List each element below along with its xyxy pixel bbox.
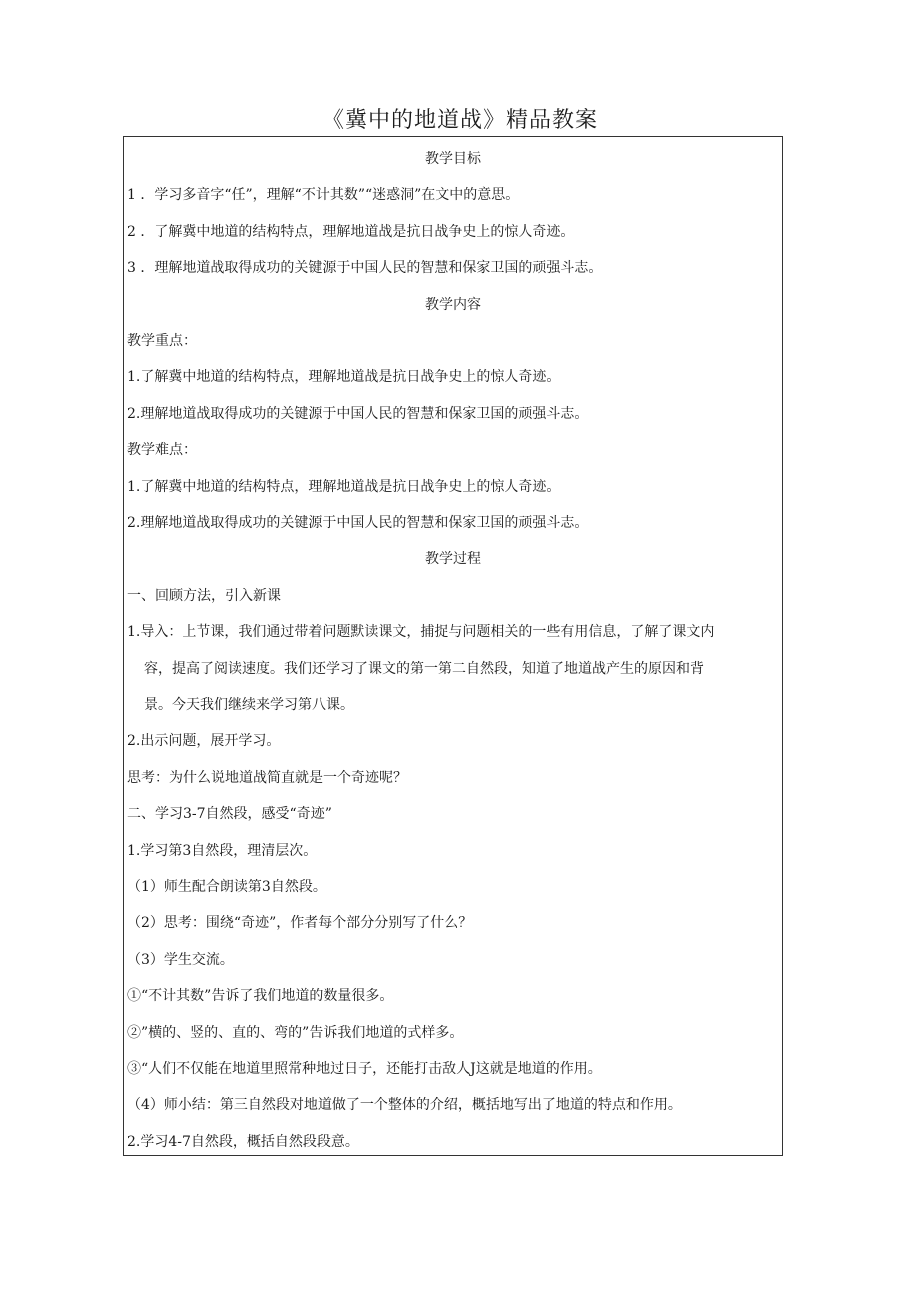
text-line: ②”横的、竖的、直的、弯的”告诉我们地道的式样多。 (127, 1024, 464, 1041)
text-line: （2）思考：围绕“奇迹”，作者每个部分分别写了什么？ (127, 915, 473, 932)
text-line: 1.学习第3自然段，理清层次。 (127, 842, 318, 859)
text-line: 1.了解冀中地道的结构特点，理解地道战是抗日战争史上的惊人奇迹。 (127, 478, 561, 495)
text-line: 二、学习3-7自然段，感受“奇迹” (127, 806, 332, 823)
text-line: 2.出示问题，展开学习。 (127, 733, 281, 750)
text-line: 一、回顾方法，引入新课 (127, 587, 281, 604)
text-line: 2 ．了解冀中地道的结构特点，理解地道战是抗日战争史上的惊人奇迹。 (127, 223, 575, 240)
text-line: 景。今天我们继续来学习第八课。 (144, 697, 354, 713)
text-line: （1）师生配合朗读第3自然段。 (127, 879, 327, 895)
text-line: 1 ．学习多音字“任”，理解“不计其数”“迷惑洞”在文中的意思。 (127, 187, 520, 204)
section-heading: 教学内容 (425, 296, 481, 313)
text-line: 教学重点： (127, 333, 197, 349)
text-line: （3）学生交流。 (127, 951, 234, 968)
text-line: 1.导入：上节课，我们通过带着问题默读课文，捕捉与问题相关的一些有用信息，了解了课文内 (127, 624, 715, 641)
text-line: 1.了解冀中地道的结构特点，理解地道战是抗日战争史上的惊人奇迹。 (127, 369, 561, 386)
text-line: 教学难点： (127, 442, 197, 459)
lesson-plan-table (123, 136, 783, 1156)
text-line: 2.理解地道战取得成功的关键源于中国人民的智慧和保家卫国的顽强斗志。 (127, 515, 589, 531)
text-line: 容，提高了阅读速度。我们还学习了课文的第一第二自然段，知道了地道战产生的原因和背 (144, 660, 704, 677)
section-heading: 教学目标 (425, 151, 481, 167)
text-line: ③“人们不仅能在地道里照常种地过日子，还能打击敌人J这就是地道的作用。 (127, 1061, 602, 1077)
text-line: 思考：为什么说地道战简直就是一个奇迹呢？ (127, 769, 407, 786)
page-title: 《冀中的地道战》精品教案 (321, 108, 598, 133)
section-heading: 教学过程 (425, 551, 481, 568)
text-line: 2.学习4-7自然段，概括自然段段意。 (127, 1133, 359, 1150)
text-line: 3 ．理解地道战取得成功的关键源于中国人民的智慧和保家卫国的顽强斗志。 (127, 260, 603, 277)
text-line: 2.理解地道战取得成功的关键源于中国人民的智慧和保家卫国的顽强斗志。 (127, 405, 589, 422)
text-line: ①“不计其数”告诉了我们地道的数量很多。 (127, 988, 394, 1005)
text-line: （4）师小结：第三自然段对地道做了一个整体的介绍，概括地写出了地道的特点和作用。 (127, 1097, 682, 1114)
